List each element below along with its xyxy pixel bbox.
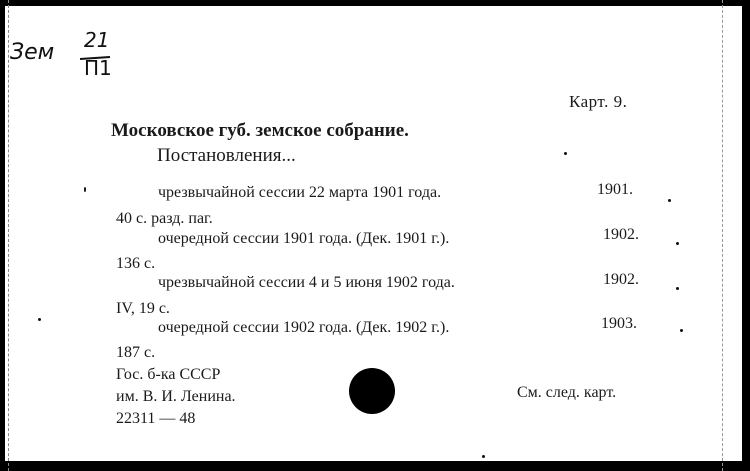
entry-2-year: 1902. xyxy=(603,226,639,243)
handwritten-prefix: Зем xyxy=(10,40,55,65)
card-number: Карт. 9. xyxy=(569,92,628,111)
entry-3-text: чрезвычайной сессии 4 и 5 июня 1902 года. xyxy=(158,274,455,291)
speck-mark xyxy=(680,329,683,332)
library-named-after: им. В. И. Ленина. xyxy=(116,388,236,405)
heading-subtitle: Постановления... xyxy=(157,145,296,166)
speck-mark xyxy=(482,455,485,458)
punch-hole xyxy=(349,368,395,414)
see-next-card: См. след. карт. xyxy=(517,384,617,401)
entry-4-note: 187 с. xyxy=(116,344,156,361)
speck-mark xyxy=(564,152,567,155)
card-border-left xyxy=(0,0,5,471)
entry-3-note: IV, 19 с. xyxy=(116,300,170,317)
speck-mark xyxy=(676,287,679,290)
entry-1-note: 40 с. разд. паг. xyxy=(116,210,213,227)
entry-4-year: 1903. xyxy=(601,315,637,332)
speck-mark xyxy=(668,199,671,202)
entry-1-text: чрезвычайной сессии 22 марта 1901 года. xyxy=(158,184,442,201)
library-name: Гос. б-ка СССР xyxy=(116,366,221,383)
card-edge-line-left xyxy=(8,0,10,471)
speck-mark xyxy=(38,318,41,321)
card-border-top xyxy=(0,0,750,6)
handwritten-denominator: П1 xyxy=(84,56,112,80)
entry-3-year: 1902. xyxy=(603,271,639,288)
entry-4-text: очередной сессии 1902 года. (Дек. 1902 г.). xyxy=(158,319,450,336)
card-border-right xyxy=(742,0,750,471)
speck-mark xyxy=(676,242,679,245)
card-edge-line-right xyxy=(722,0,724,471)
library-order-number: 22311 — 48 xyxy=(116,410,196,427)
heading-organization: Московское губ. земское собрание. xyxy=(111,120,409,141)
entry-1-year: 1901. xyxy=(597,181,633,198)
handwritten-numerator: 21 xyxy=(84,28,110,52)
entry-2-text: очередной сессии 1901 года. (Дек. 1901 г.). xyxy=(158,230,450,247)
entry-2-note: 136 с. xyxy=(116,255,156,272)
speck-mark xyxy=(84,187,86,192)
card-border-bottom xyxy=(0,461,750,471)
